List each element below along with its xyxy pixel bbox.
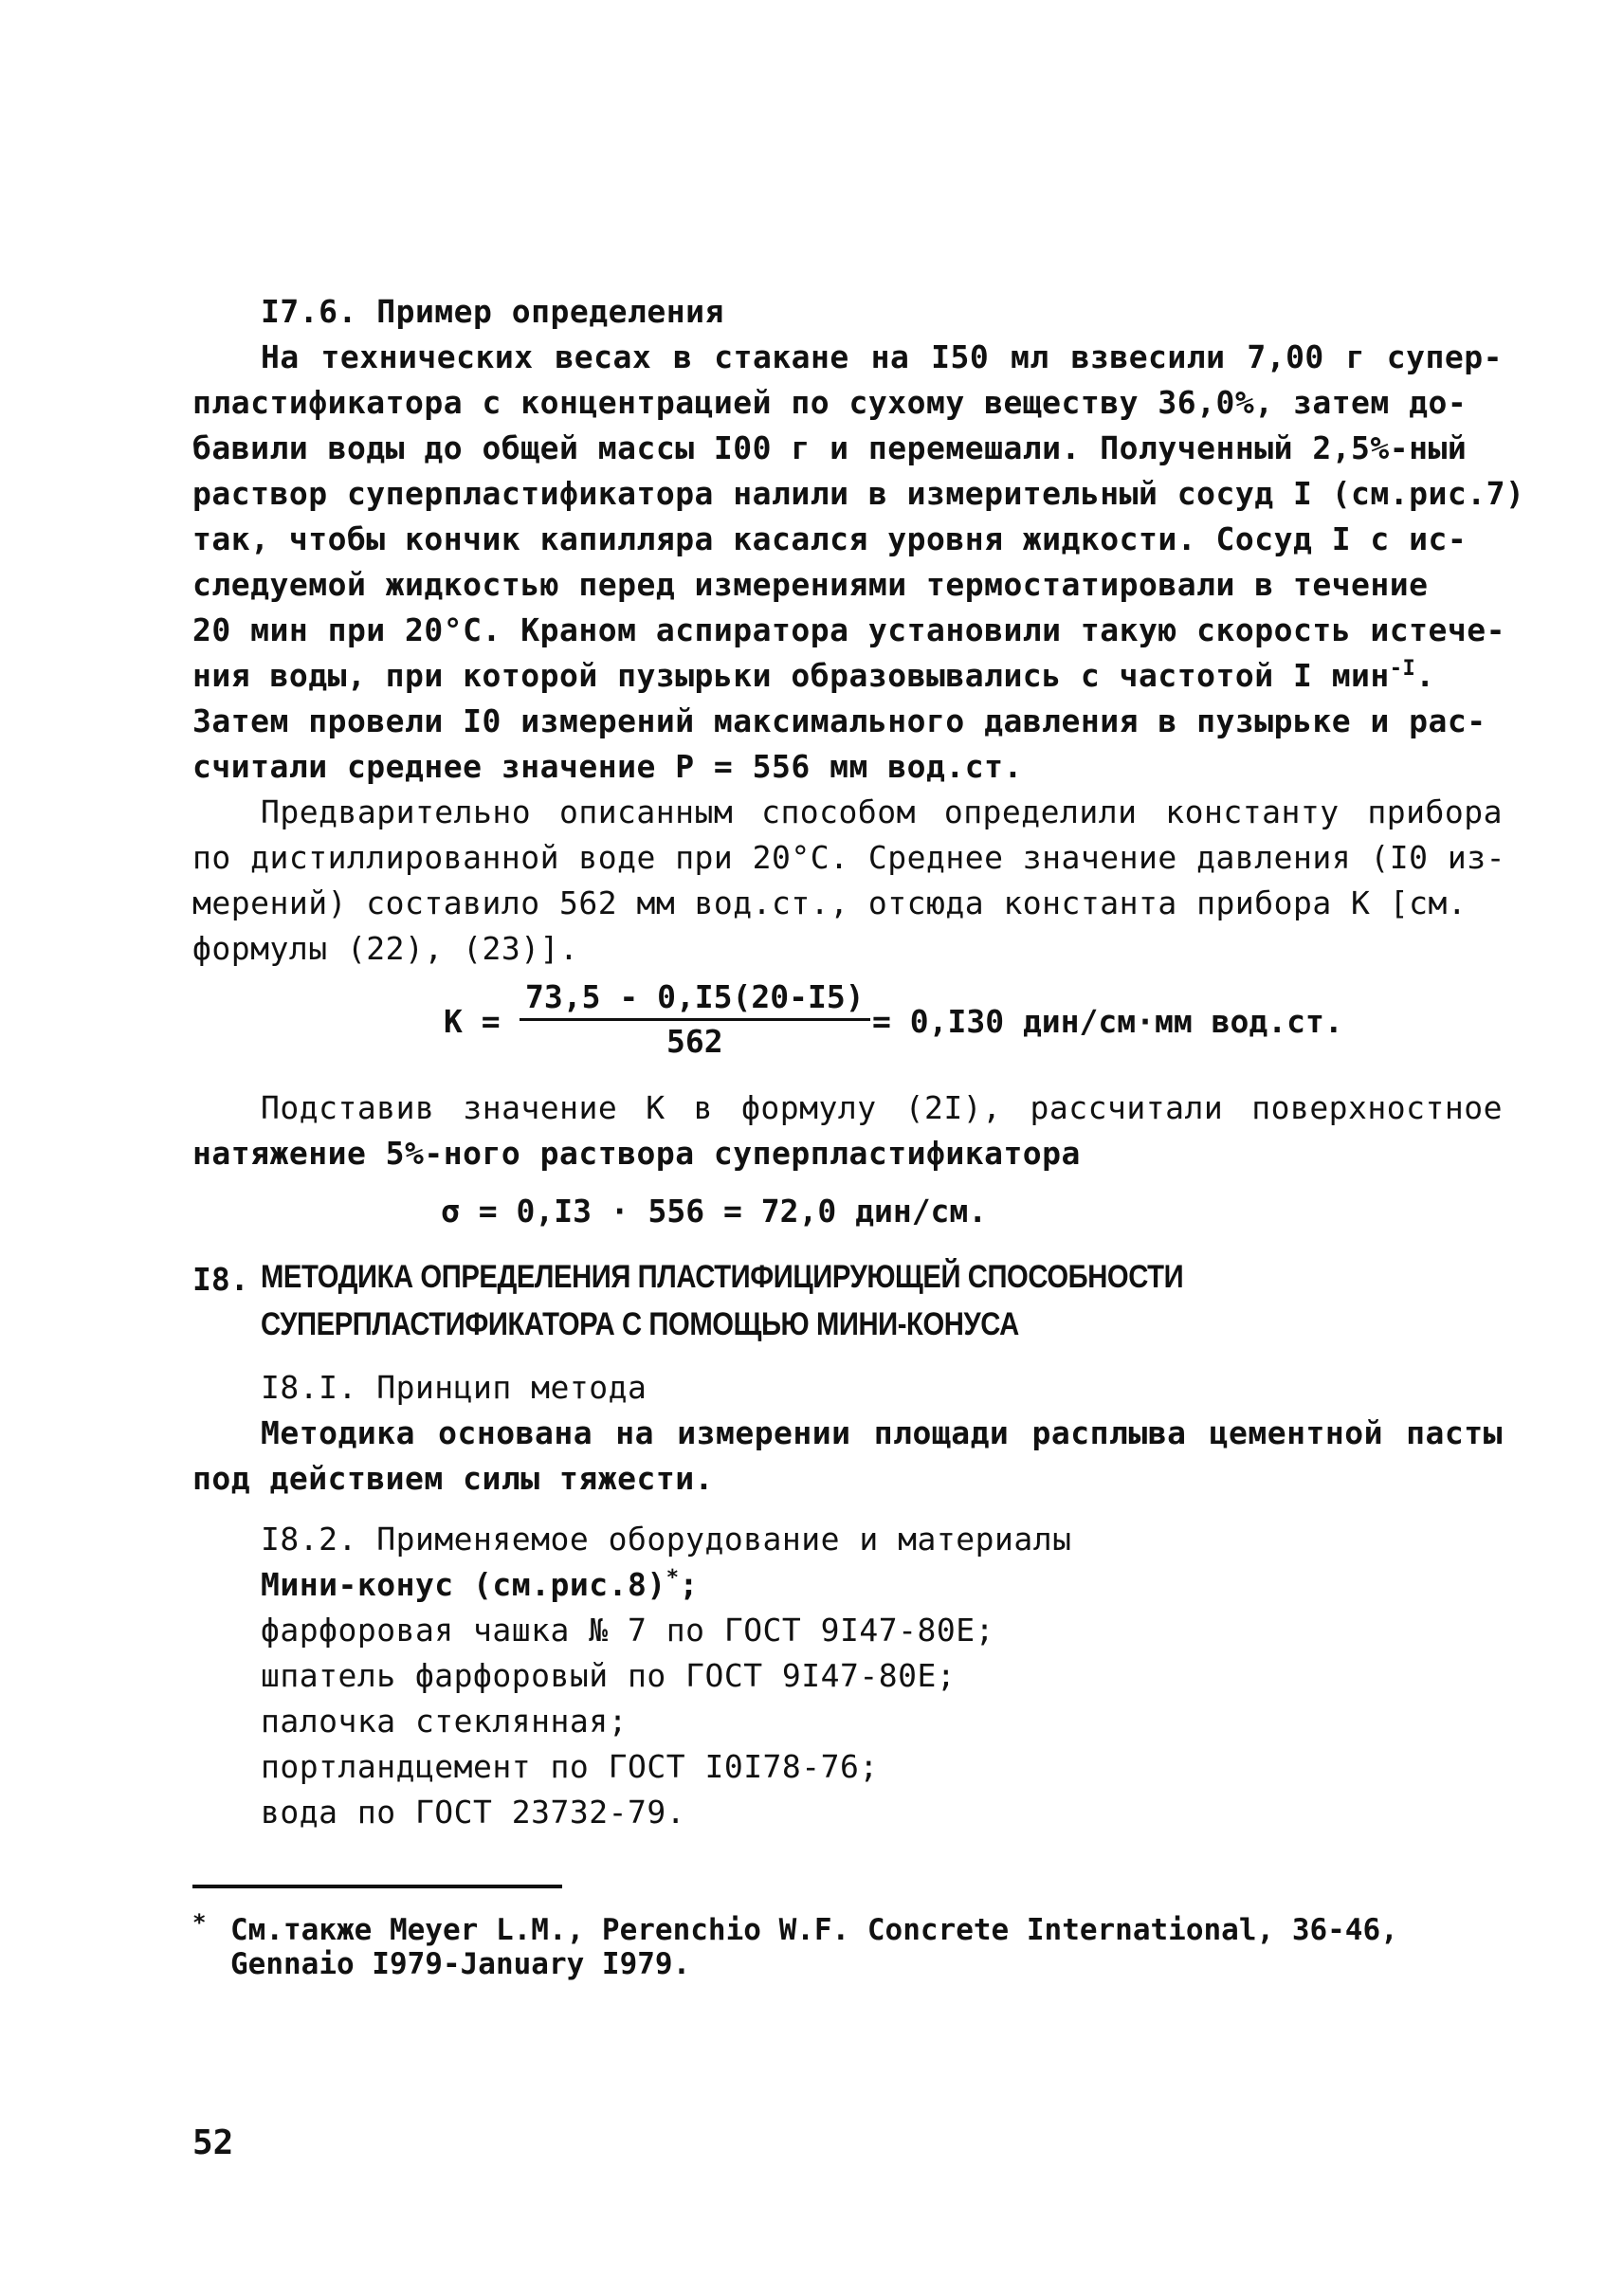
- equipment-item: фарфоровая чашка № 7 по ГОСТ 9I47-80Е;: [261, 1612, 994, 1649]
- paragraph-line: мерений) составило 562 мм вод.ст., отсюда константа прибора К [см.: [192, 884, 1468, 921]
- formula-lhs: К =: [444, 1003, 501, 1040]
- paragraph-line: Затем провели I0 измерений максимального давления в пузырьке и рас-: [192, 702, 1486, 739]
- paragraph-line: На технических весах в стакане на I50 мл взвесили 7,00 г супер-: [261, 338, 1503, 375]
- paragraph-line: Методика основана на измерении площади расплыва цементной пасты: [261, 1414, 1503, 1451]
- paragraph-line: по дистиллированной воде при 20°С. Среднее значение давления (I0 из-: [192, 839, 1506, 876]
- paragraph-line: пластификатора с концентрацией по сухому веществу 36,0%, затем до-: [192, 384, 1468, 421]
- fraction-numerator: 73,5 - 0,I5(20-I5): [520, 976, 870, 1021]
- formula-fraction: [520, 976, 870, 1063]
- footnote-line: Gennaio I979-January I979.: [230, 1947, 691, 1981]
- paragraph-line: раствор суперпластификатора налили в измерительный сосуд I (см.рис.7): [192, 475, 1525, 512]
- paragraph-line: бавили воды до общей массы I00 г и перемешали. Полученный 2,5%-ный: [192, 429, 1468, 466]
- section-title-line: СУПЕРПЛАСТИФИКАТОРА С ПОМОЩЬЮ МИНИ-КОНУСА: [261, 1306, 1019, 1342]
- paragraph-text: ния воды, при которой пузырьки образовывались с частотой I мин: [192, 657, 1390, 694]
- paragraph-line: формулы (22), (23)].: [192, 930, 579, 967]
- list-separator: ;: [679, 1566, 699, 1603]
- paragraph-line: Подставив значение К в формулу (2I), рассчитали поверхностное: [261, 1089, 1503, 1126]
- paragraph-line: натяжение 5%-ного раствора суперпластификатора: [192, 1135, 1081, 1172]
- paragraph-line: 20 мин при 20°С. Краном аспиратора установили такую скорость истече-: [192, 611, 1506, 648]
- sentence-period: .: [1415, 657, 1435, 694]
- footnote-marker: *: [666, 1566, 680, 1590]
- equipment-item: [261, 1562, 1503, 1608]
- paragraph-line: считали среднее значение Р = 556 мм вод.ст.: [192, 748, 1023, 785]
- equipment-text: Мини-конус (см.рис.8): [261, 1566, 666, 1603]
- footnote-mark: *: [192, 1909, 207, 1936]
- equipment-item: палочка стеклянная;: [261, 1703, 628, 1740]
- fraction-denominator: 562: [666, 1023, 723, 1060]
- footnote-line: См.также Meyer L.M., Perenchio W.F. Concrete International, 36-46,: [230, 1913, 1398, 1947]
- paragraph-line: под действием силы тяжести.: [192, 1460, 714, 1497]
- paragraph-line: следуемой жидкостью перед измерениями термостатировали в течение: [192, 566, 1429, 603]
- formula-surface-tension: σ = 0,I3 · 556 = 72,0 дин/см.: [441, 1193, 988, 1230]
- subsection-heading-17-6: I7.6. Пример определения: [261, 293, 724, 330]
- section-title-line: МЕТОДИКА ОПРЕДЕЛЕНИЯ ПЛАСТИФИЦИРУЮЩЕЙ СПОСОБНОСТИ: [261, 1259, 1184, 1295]
- paragraph-line-with-superscript: [192, 653, 1434, 699]
- equipment-item: вода по ГОСТ 23732-79.: [261, 1794, 686, 1831]
- page-number: 52: [192, 2123, 234, 2162]
- equipment-item: шпатель фарфоровый по ГОСТ 9I47-80Е;: [261, 1657, 957, 1694]
- section-number: I8.: [192, 1261, 249, 1298]
- formula-rhs: = 0,I30 дин/см·мм вод.ст.: [872, 1003, 1343, 1040]
- paragraph-line: так, чтобы кончик капилляра касался уровня жидкости. Сосуд I с ис-: [192, 520, 1468, 557]
- footnote-divider: [192, 1885, 562, 1888]
- equipment-item: портландцемент по ГОСТ I0I78-76;: [261, 1748, 879, 1785]
- subsection-heading-18-2: I8.2. Применяемое оборудование и материалы: [261, 1521, 1072, 1558]
- subsection-heading-18-1: I8.I. Принцип метода: [261, 1369, 647, 1406]
- superscript-minus-one: -I: [1389, 657, 1416, 681]
- paragraph-line: Предварительно описанным способом определили константу прибора: [261, 793, 1503, 830]
